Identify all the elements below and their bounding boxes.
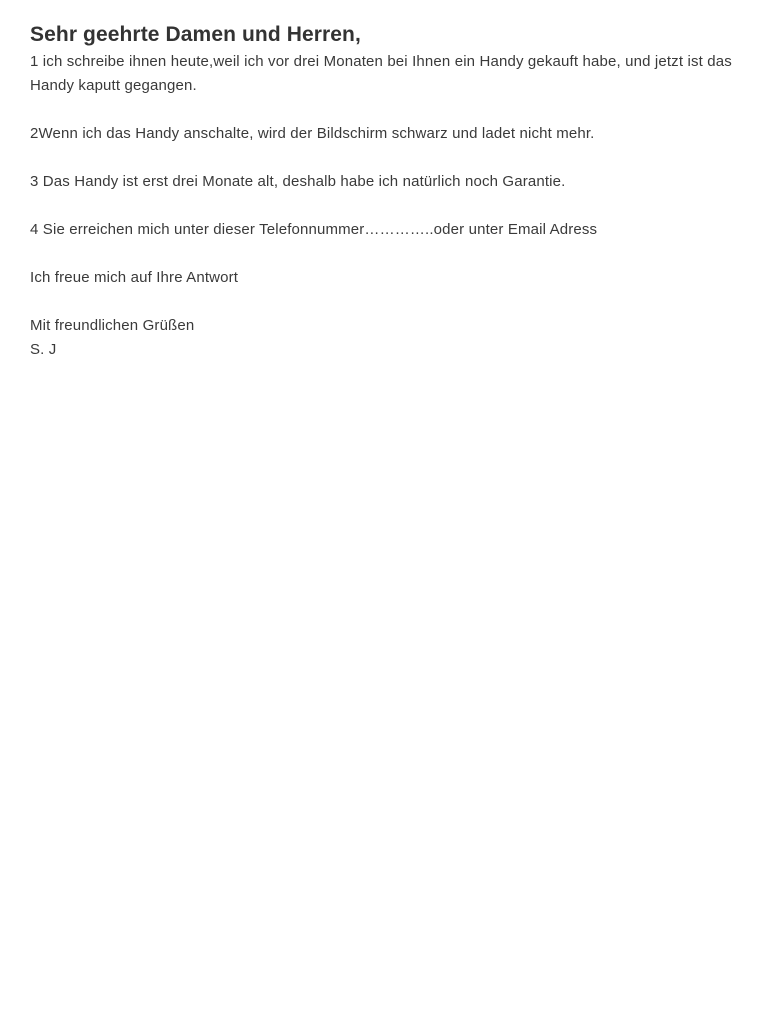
paragraph-spacer [30,194,738,218]
closing-line: Mit freundlichen Grüßen [30,317,195,334]
paragraph-spacer [30,290,738,314]
paragraph-spacer [30,98,738,122]
paragraph-screen-issue: 2Wenn ich das Handy anschalte, wird der Bildschirm schwarz und ladet nicht mehr. [30,125,595,142]
paragraph-looking-forward: Ich freue mich auf Ihre Antwort [30,269,239,286]
paragraph-contact: 4 Sie erreichen mich unter dieser Telefonnummer…………..oder unter Email Adress [30,221,598,238]
note-greeting-heading: Sehr geehrte Damen und Herren, [30,23,361,46]
paragraph-purchase: 1 ich schreibe ihnen heute,weil ich vor drei Monaten bei Ihnen ein Handy gekauft habe, und jetzt ist das Handy kaputt gegangen. [30,53,732,94]
paragraph-warranty: 3 Das Handy ist erst drei Monate alt, deshalb habe ich natürlich noch Garantie. [30,173,566,190]
signature: S. J [30,341,57,358]
paragraph-spacer [30,146,738,170]
paragraph-spacer [30,242,738,266]
note-document [30,20,738,362]
